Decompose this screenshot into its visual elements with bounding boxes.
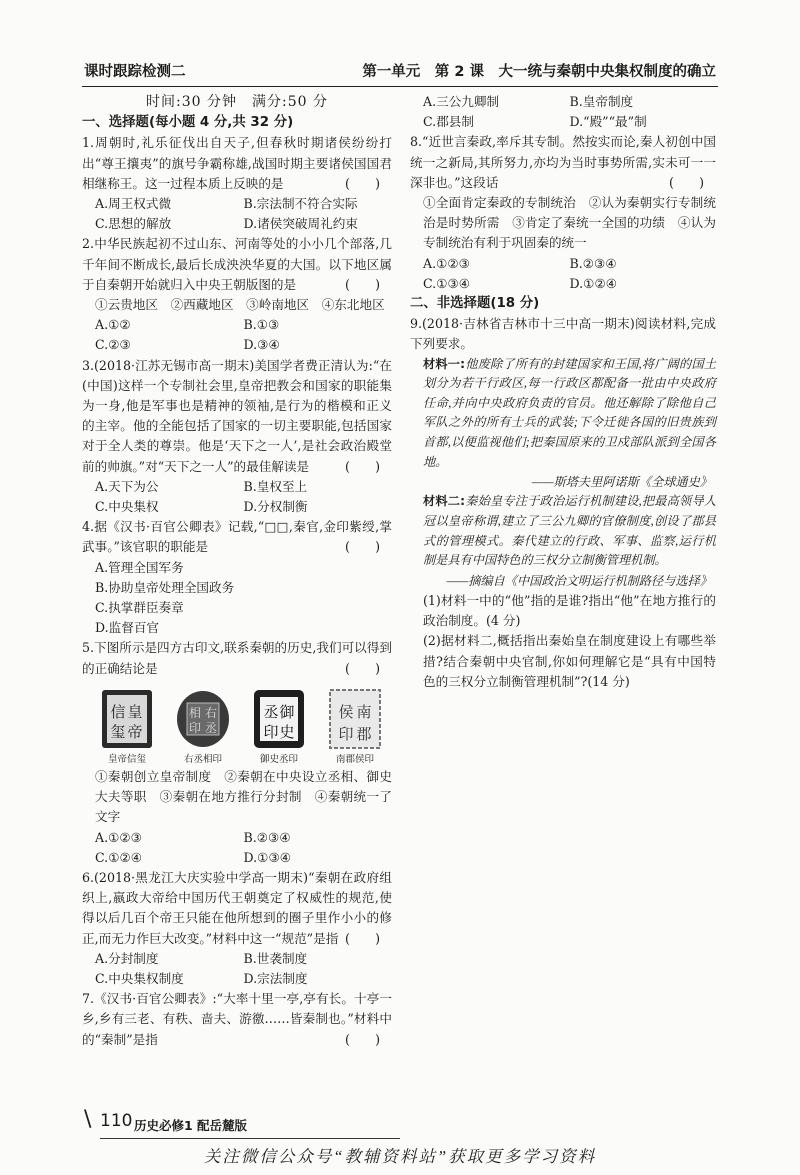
option-d: D.①②④ <box>569 275 618 291</box>
question-9-text: 9.(2018·吉林省吉林市十三中高一期末)阅读材料,完成下列要求。 <box>410 316 716 352</box>
option-c: C.中央集权 <box>95 499 159 515</box>
option-b: B.②③④ <box>569 255 617 271</box>
seal-char: 郡 <box>356 724 372 743</box>
subquestion-1: (1)材料一中的“他”指的是谁?指出“他”在地方推行的政治制度。(4 分) <box>423 592 716 629</box>
material-two: 材料二:秦始皇专注于政治运行机制建设,把最高领导人冠以皇帝称谓,建立了三公九卿的官僚制度,创设了郡县式的管理模式。秦代建立的行政、军事、监察,运行机制是具有中国特色的三权分立制衡管理机制。 <box>423 494 717 568</box>
option-d: D.③④ <box>243 337 280 353</box>
right-column <box>410 92 716 692</box>
section-nonchoice-heading: 二、非选择题(18 分) <box>410 296 540 312</box>
material-one-citation: ——斯塔夫里阿诺斯《全球通史》 <box>531 475 712 490</box>
question-2-text: 2.中华民族起初不过山东、河南等处的小小几个部落,几千年间不断成长,最后长成泱泱华夏的大国。以下地区属于自秦朝开始就归入中央王朝版图的是 ( ) <box>82 234 392 295</box>
option-b: B.世袭制度 <box>243 950 308 966</box>
seal-nanjun-hou <box>324 687 386 767</box>
left-column <box>82 92 392 1050</box>
question-4-text: 4.据《汉书·百官公卿表》记载,“□□,秦官,金印紫绶,掌武事。”该官职的职能是 ( ) <box>82 517 392 557</box>
material-one-label: 材料一: <box>423 356 466 371</box>
option-c: C.②③ <box>95 337 131 353</box>
answer-paren: ( ) <box>344 660 380 676</box>
seal-char: 相 <box>188 705 202 720</box>
material-two-label: 材料二: <box>423 494 466 509</box>
answer-paren: ( ) <box>344 276 380 292</box>
question-2 <box>82 234 392 355</box>
seal-char: 御 <box>279 702 295 721</box>
option-b: B.皇权至上 <box>243 478 308 494</box>
question-2-options <box>82 315 392 355</box>
seal-you-chengxiang <box>172 687 234 767</box>
option-d: D.诸侯突破周礼约束 <box>243 216 358 232</box>
option-a: A.天下为公 <box>95 478 159 494</box>
seal-char: 史 <box>279 722 295 741</box>
option-b: B.②③④ <box>243 829 291 845</box>
seal-char: 印 <box>338 724 354 743</box>
option-a: A.①② <box>95 317 131 333</box>
option-a: A.周王权式微 <box>95 196 172 212</box>
question-5-items: ①秦朝创立皇帝制度 ②秦朝在中央设立丞相、御史大夫等职 ③秦朝在地方推行分封制 ④秦朝统一了文字 <box>95 768 392 825</box>
option-c: C.①③④ <box>423 275 471 291</box>
question-7-options <box>410 92 716 132</box>
answer-paren: ( ) <box>344 539 380 555</box>
question-8-text: 8.“近世言秦政,率斥其专制。然按实而论,秦人初创中国统一之新局,其所努力,亦均为当时事势所需,实未可一一深非也。”这段话 ( ) <box>410 132 716 193</box>
question-2-items: ①云贵地区 ②西藏地区 ③岭南地区 ④东北地区 <box>95 297 385 313</box>
answer-paren: ( ) <box>344 458 380 474</box>
seal-image <box>252 687 306 751</box>
question-6-options <box>82 949 392 989</box>
option-a: A.①②③ <box>423 255 470 271</box>
seal-char: 侯 <box>338 702 354 721</box>
question-1-text: 1.周朝时,礼乐征伐出自天子,但春秋时期诸侯纷纷打出“尊王攘夷”的旗号争霸称雄,战国时期主要诸侯国国君相继称王。这一过程本质上反映的是 ( ) <box>82 133 392 194</box>
question-1 <box>82 133 392 234</box>
header-rule <box>82 86 718 87</box>
unit-lesson-title: 第一单元 第 2 课 大一统与秦朝中央集权制度的确立 <box>362 64 716 80</box>
question-8-items: ①全面肯定秦政的专制统治 ②认为秦朝实行专制统治是时势所需 ③肯定了秦统一全国的功绩 ④认为专制统治有利于巩固秦的统一 <box>423 195 716 251</box>
seal-char: 帝 <box>127 722 143 741</box>
option-a: A.①②③ <box>95 829 142 845</box>
option-a: A.分封制度 <box>95 950 159 966</box>
option-d: D.宗法制度 <box>243 970 308 986</box>
question-5-text: 5.下图所示是四方古印文,联系秦朝的历史,我们可以得到的正确结论是 ( ) <box>82 638 392 678</box>
seal-image <box>176 687 230 751</box>
footer-rule <box>100 1138 400 1139</box>
seal-char: 印 <box>188 720 202 735</box>
option-d: D.分权制衡 <box>243 499 308 515</box>
option-d: D.监督百官 <box>95 620 160 636</box>
seal-char: 右 <box>204 705 218 720</box>
question-8-options <box>410 254 716 294</box>
seal-char: 皇 <box>127 702 143 721</box>
seal-char: 丞 <box>204 720 218 735</box>
seal-caption: 御史丞印 <box>259 753 298 765</box>
time-score-line: 时间:30 分钟 满分:50 分 <box>146 94 328 110</box>
seal-char: 信 <box>110 702 126 721</box>
question-3 <box>82 356 392 518</box>
seal-char: 丞 <box>263 702 279 721</box>
seal-char: 玺 <box>110 722 126 741</box>
question-3-options <box>82 477 392 517</box>
question-9 <box>410 314 716 692</box>
question-4 <box>82 517 392 638</box>
question-3-text: 3.(2018·江苏无锡市高一期末)美国学者费正清认为:“在(中国)这样一个专制社会里,皇帝把教会和国家的职能集为一身,他是军事也是精神的领袖,是行为的楷模和正义的主宰。他的全能包括了国家的一切主要职能,包括国家对于全人类的尊崇。他是‘天下之一人’,是社会政治殿堂前的帅旗。”对“天下之一人”的最佳解读是 ( ) <box>82 356 392 477</box>
seal-char: 印 <box>263 722 279 741</box>
option-b: B.①③ <box>243 317 280 333</box>
seal-images-row <box>82 679 392 767</box>
seal-image <box>328 687 382 751</box>
seal-image <box>100 687 154 751</box>
option-b: B.协助皇帝处理全国政务 <box>95 579 235 595</box>
page-corner-mark: \ <box>84 1107 92 1132</box>
seal-yushi-cheng <box>248 687 310 767</box>
seal-huangdi-xinxi <box>96 687 158 767</box>
answer-paren: ( ) <box>344 1031 380 1047</box>
option-d: D.“殿”“最”制 <box>569 114 647 130</box>
option-b: B.宗法制不符合实际 <box>243 196 358 212</box>
answer-paren: ( ) <box>668 174 704 190</box>
book-title: 历史必修1 配岳麓版 <box>134 1118 248 1133</box>
question-5 <box>82 638 392 867</box>
option-c: C.中央集权制度 <box>95 970 184 986</box>
answer-paren: ( ) <box>344 175 380 191</box>
question-1-options <box>82 194 392 234</box>
question-8 <box>410 132 716 294</box>
watermark-note: 关注微信公众号“教辅资料站”获取更多学习资料 <box>203 1147 597 1166</box>
seal-char: 南 <box>356 702 372 721</box>
seal-caption: 右丞相印 <box>183 753 222 765</box>
material-two-citation: ——摘编自《中国政治文明运行机制路径与选择》 <box>446 573 712 588</box>
section-choice-heading: 一、选择题(每小题 4 分,共 32 分) <box>82 115 294 131</box>
option-d: D.①③④ <box>243 849 292 865</box>
option-a: A.管理全国军务 <box>95 559 184 575</box>
subquestion-2: (2)据材料二,概括指出秦始皇在制度建设上有哪些举措?结合秦朝中央官制,你如何理解它是“具有中国特色的三权分立制衡管理机制”?(14 分) <box>423 633 716 689</box>
seal-caption: 南郡侯印 <box>335 753 374 765</box>
lesson-tracker-title: 课时跟踪检测二 <box>84 64 186 80</box>
question-5-options <box>82 828 392 868</box>
question-6 <box>82 868 392 989</box>
option-c: C.①②④ <box>95 849 143 865</box>
material-one: 材料一:他废除了所有的封建国家和王国,将广阔的国土划分为若干行政区,每一行政区都配备一批由中央政府任命,并向中央政府负责的官员。他还解除了除他自己军队之外的所有士兵的武装;下令迁徙各国的旧贵族到首都,以便监视他们;把秦国原来的卫戍部队派到全国各地。 <box>423 356 717 469</box>
question-6-text: 6.(2018·黑龙江大庆实验中学高一期末)“秦朝在政府组织上,嬴政大帝给中国历代王朝奠定了权威性的规范,使得以后几百个帝王只能在他所想到的圈子里作小小的修正,而无力作巨大改变。”材料中这一“规范”是指 ( ) <box>82 868 392 949</box>
seal-caption: 皇帝信玺 <box>107 753 146 765</box>
answer-paren: ( ) <box>344 930 380 946</box>
option-b: B.皇帝制度 <box>569 94 634 109</box>
option-c: C.思想的解放 <box>95 216 172 232</box>
option-a: A.三公九卿制 <box>423 94 500 109</box>
option-c: C.郡县制 <box>423 114 474 130</box>
page-number: 110 <box>100 1111 133 1131</box>
question-7-text: 7.《汉书·百官公卿表》:“大率十里一亭,亭有长。十亭一乡,乡有三老、有秩、啬夫、游徼……皆秦制也。”材料中的“秦制”是指 ( ) <box>82 989 392 1050</box>
question-7 <box>82 989 392 1050</box>
option-c: C.执掌群臣奏章 <box>95 600 184 616</box>
